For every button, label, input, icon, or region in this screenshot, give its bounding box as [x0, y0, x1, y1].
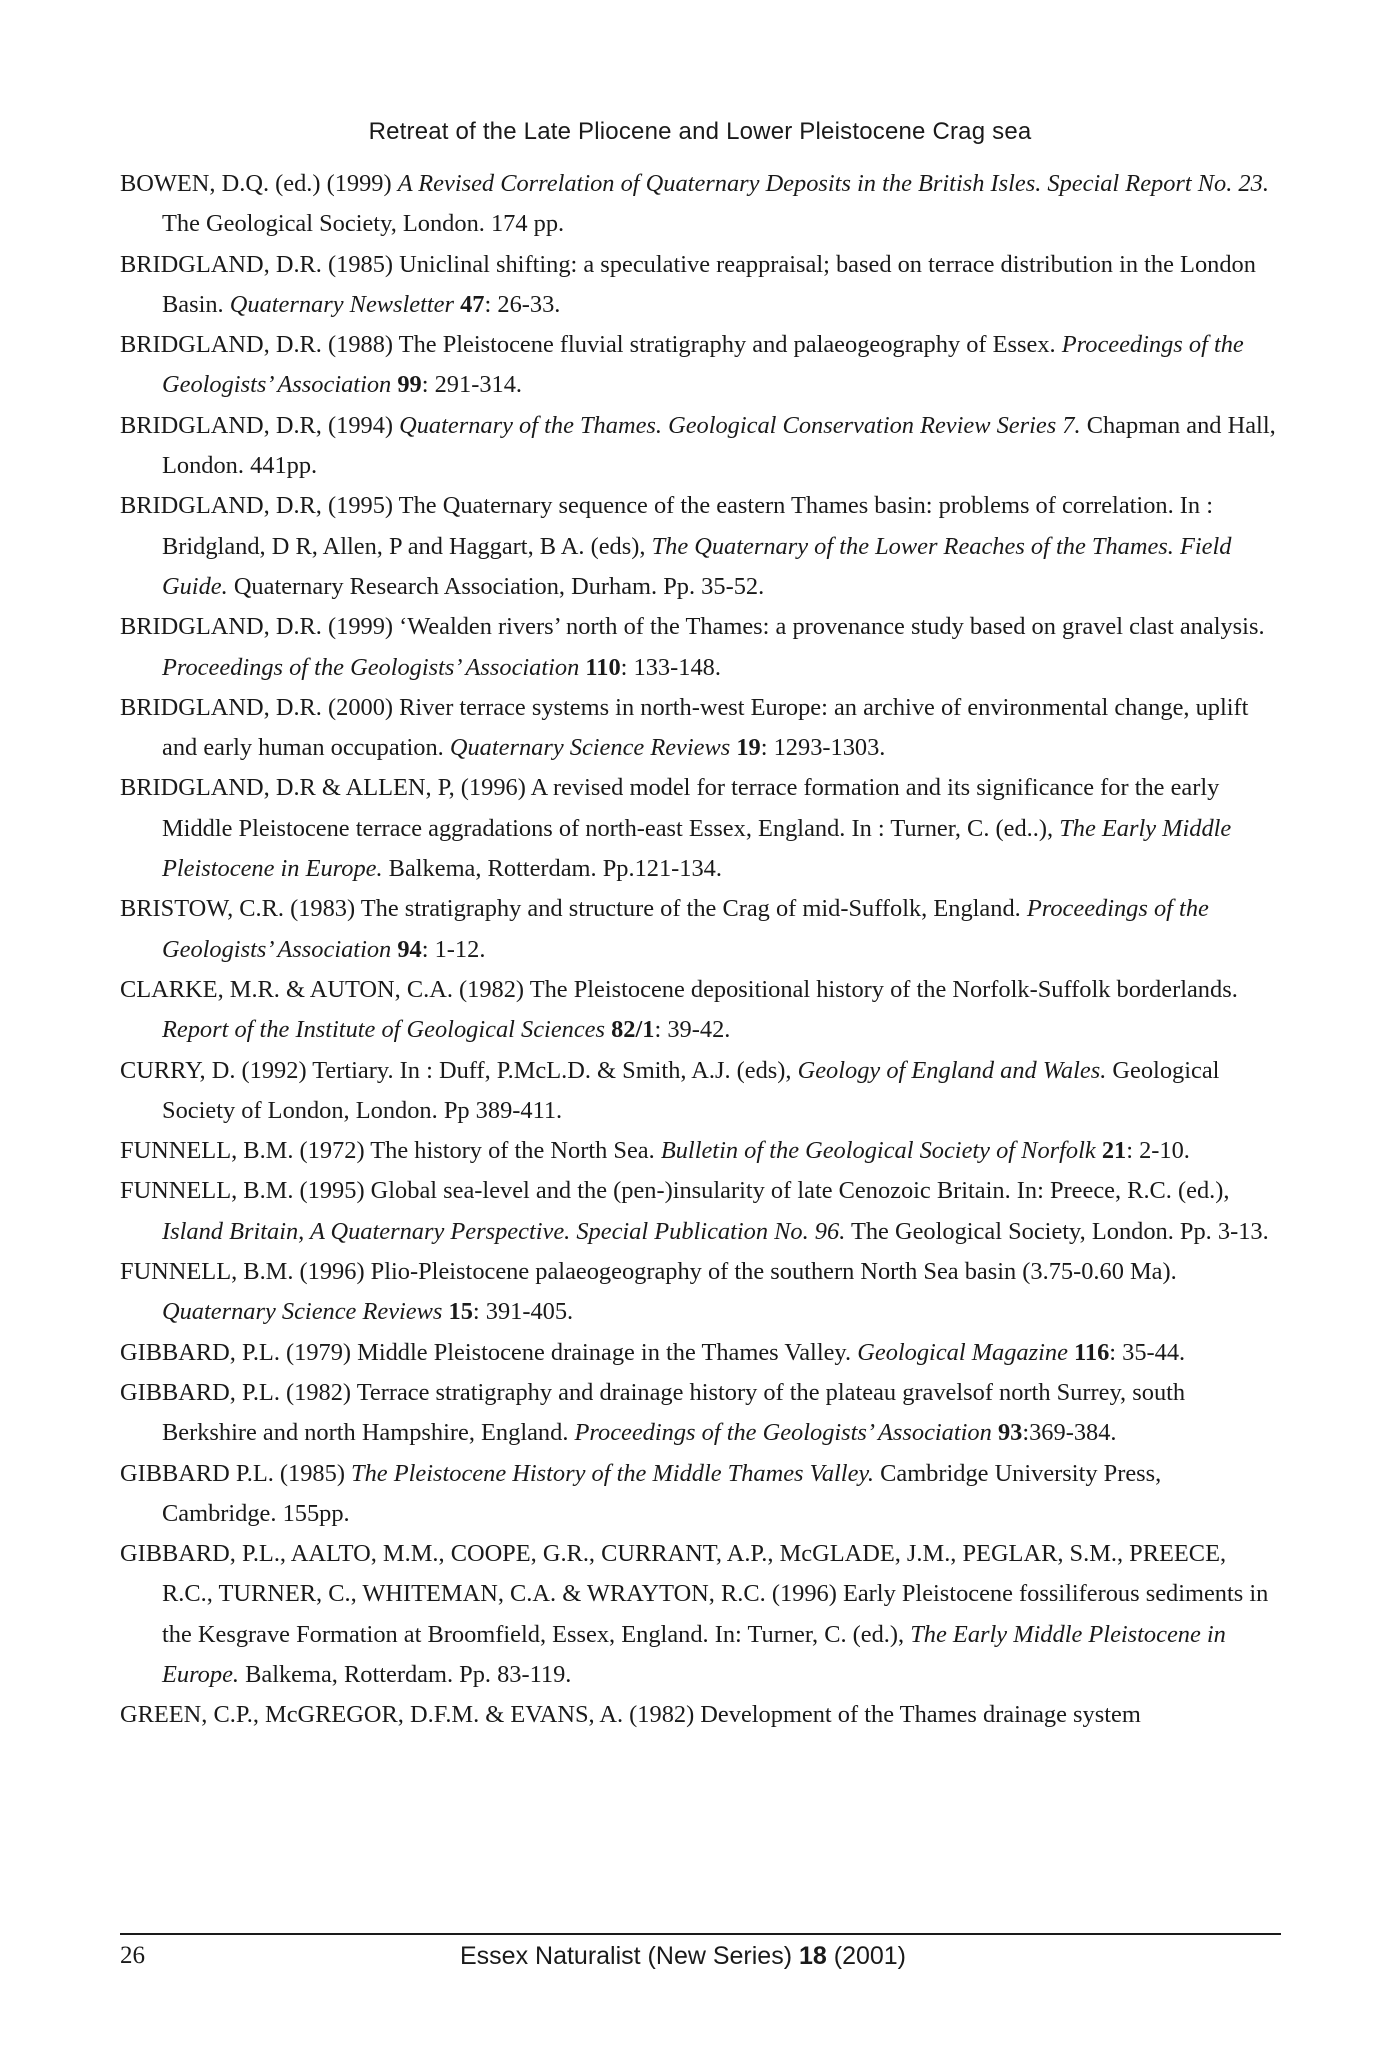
reference-entry [120, 1695, 1280, 1735]
journal-year: (2001) [826, 1942, 907, 1970]
reference-volume-bold: 82/1 [611, 1016, 655, 1044]
reference-title-italic: Quaternary Science Reviews [162, 1298, 443, 1326]
reference-entry [120, 1373, 1280, 1454]
reference-volume-bold: 94 [397, 935, 422, 963]
reference-text: GIBBARD, P.L., AALTO, M.M., COOPE, G.R., CURRANT, A.P., McGLADE, J.M., PEGLAR, S.M., PREECE, R.C., TURNER, C., WHITEMAN, C.A. & WRAYTON, R.C. (1996) Early Pleistocene fossiliferous sediments in the Kesgrave Formation at Broomfield, Essex, England. In: Turner, C. (ed.), [120, 1540, 1269, 1648]
reference-text: : 2-10. [1126, 1137, 1190, 1165]
reference-entry [120, 889, 1280, 970]
reference-volume-bold: 21 [1101, 1137, 1127, 1165]
reference-list [120, 164, 1280, 1736]
reference-entry [120, 406, 1280, 487]
reference-title-italic: Geological Magazine [857, 1338, 1068, 1366]
reference-title-italic: Quaternary Science Reviews [449, 734, 731, 762]
reference-entry [120, 1131, 1280, 1171]
reference-entry [120, 1051, 1280, 1132]
reference-volume-bold: 19 [736, 734, 761, 762]
journal-volume: 18 [798, 1942, 827, 1970]
reference-title-italic: Proceedings of the Geologists’ Association [162, 331, 1244, 399]
reference-text: Chapman and Hall, London. 441pp. [162, 411, 1276, 480]
reference-entry [120, 486, 1280, 607]
reference-title-italic: Quaternary of the Thames. Geological Conservation Review Series 7. [399, 411, 1081, 439]
reference-entry [120, 768, 1280, 889]
reference-volume-bold: 116 [1074, 1338, 1110, 1366]
reference-text: : 26-33. [484, 290, 561, 318]
reference-text: Cambridge University Press, Cambridge. 155pp. [162, 1459, 1162, 1527]
reference-text: CLARKE, M.R. & AUTON, C.A. (1982) The Pleistocene depositional history of the Norfolk-Suffolk borderlands. [120, 975, 1238, 1003]
reference-volume-bold: 15 [448, 1298, 473, 1326]
reference-text: Quaternary Research Association, Durham. Pp. 35-52. [227, 572, 765, 600]
reference-entry [120, 325, 1280, 406]
reference-title-italic: The Pleistocene History of the Middle Thames Valley. [351, 1459, 874, 1487]
reference-entry [120, 607, 1280, 688]
reference-title-italic: The Early Middle Pleistocene in Europe. [162, 814, 1232, 883]
reference-text: The Geological Society, London. Pp. 3-13. [845, 1217, 1269, 1245]
reference-text: GIBBARD, P.L. (1982) Terrace stratigraphy and drainage history of the plateau gravelsof north Surrey, south Berkshire and north Hampshire, England. [120, 1378, 1186, 1447]
reference-entry [120, 1252, 1280, 1333]
reference-text: : 391-405. [472, 1298, 574, 1326]
reference-entry [120, 970, 1280, 1051]
reference-entry [120, 164, 1280, 245]
reference-text: BRISTOW, C.R. (1983) The stratigraphy and structure of the Crag of mid-Suffolk, England. [120, 895, 1027, 923]
reference-text: BRIDGLAND, D.R. (2000) River terrace systems in north-west Europe: an archive of environmental change, uplift and early human occupation. [120, 693, 1249, 762]
reference-volume-bold: 93 [997, 1419, 1023, 1447]
reference-text: BRIDGLAND, D.R. (1985) Uniclinal shifting: a speculative reappraisal; based on terrace distribution in the London Basin. [120, 250, 1256, 318]
reference-entry [120, 1333, 1280, 1373]
reference-entry [120, 1171, 1280, 1252]
reference-text: BOWEN, D.Q. (ed.) (1999) [120, 170, 398, 197]
reference-text: BRIDGLAND, D.R, (1995) The Quaternary sequence of the eastern Thames basin: problems of correlation. In : Bridgland, D R, Allen, P and Haggart, B A. (eds), [120, 492, 1213, 560]
reference-text: The Geological Society, London. 174 pp. [162, 210, 565, 238]
reference-text: CURRY, D. (1992) Tertiary. In : Duff, P.McL.D. & Smith, A.J. (eds), [120, 1056, 798, 1084]
reference-text: : 133-148. [620, 653, 721, 681]
reference-title-italic: Island Britain, A Quaternary Perspective. Special Publication No. 96. [162, 1217, 846, 1245]
reference-text: GREEN, C.P., McGREGOR, D.F.M. & EVANS, A. (1982) Development of the Thames drainage system [120, 1701, 1141, 1729]
reference-volume-bold: 99 [397, 371, 422, 399]
reference-entry [120, 688, 1280, 769]
reference-title-italic: A Revised Correlation of Quaternary Deposits in the British Isles. Special Report No. 23. [397, 170, 1269, 197]
reference-text: GIBBARD P.L. (1985) [120, 1459, 352, 1487]
running-head-title: Retreat of the Late Pliocene and Lower Pleistocene Crag sea [368, 118, 1032, 145]
reference-title-italic: Proceedings of the Geologists’ Association [162, 895, 1209, 963]
reference-volume-bold: 110 [585, 653, 621, 681]
reference-text: : 291-314. [421, 371, 523, 399]
reference-text: BRIDGLAND, D.R. (1999) ‘Wealden rivers’ north of the Thames: a provenance study based on gravel clast analysis. [120, 613, 1265, 641]
reference-text: FUNNELL, B.M. (1996) Plio-Pleistocene palaeogeography of the southern North Sea basin (3.75-0.60 Ma). [120, 1258, 1177, 1286]
reference-text: BRIDGLAND, D.R. (1988) The Pleistocene fluvial stratigraphy and palaeogeography of Essex. [120, 331, 1062, 359]
reference-text: BRIDGLAND, D.R & ALLEN, P, (1996) A revised model for terrace formation and its significance for the early Middle Pleistocene terrace aggradations of north-east Essex, England. In : Turner, C. (ed..), [120, 774, 1220, 842]
footer-rule [120, 1933, 1281, 1935]
reference-title-italic: Bulletin of the Geological Society of Norfolk [660, 1137, 1096, 1165]
reference-text: : 1293-1303. [760, 734, 886, 762]
reference-text: FUNNELL, B.M. (1972) The history of the North Sea. [120, 1137, 661, 1165]
reference-text: GIBBARD, P.L. (1979) Middle Pleistocene drainage in the Thames Valley. [120, 1338, 858, 1366]
reference-text: BRIDGLAND, D.R, (1994) [120, 411, 400, 439]
reference-text: FUNNELL, B.M. (1995) Global sea-level and the (pen-)insularity of late Cenozoic Britain. In: Preece, R.C. (ed.), [120, 1177, 1230, 1205]
reference-entry [120, 245, 1280, 326]
reference-text: Geological Society of London, London. Pp 389-411. [162, 1056, 1220, 1124]
reference-title-italic: Proceedings of the Geologists’ Association [574, 1419, 992, 1447]
reference-title-italic: Report of the Institute of Geological Sciences [162, 1016, 605, 1044]
reference-text: :369-384. [1022, 1419, 1117, 1447]
reference-volume-bold: 47 [460, 290, 485, 318]
reference-entry [120, 1454, 1280, 1535]
reference-title-italic: Geology of England and Wales. [797, 1056, 1107, 1084]
journal-name: Essex Naturalist (New Series) [460, 1942, 799, 1970]
reference-text: : 39-42. [654, 1016, 731, 1044]
reference-text: : 1-12. [421, 935, 486, 963]
page-number: 26 [120, 1942, 145, 1969]
reference-text: : 35-44. [1109, 1338, 1186, 1366]
journal-citation [460, 1942, 906, 1971]
reference-text: Balkema, Rotterdam. Pp. 83-119. [239, 1660, 572, 1688]
reference-entry [120, 1534, 1280, 1695]
reference-text: Balkema, Rotterdam. Pp.121-134. [382, 855, 722, 883]
reference-title-italic: The Early Middle Pleistocene in Europe. [162, 1620, 1226, 1688]
reference-title-italic: The Quaternary of the Lower Reaches of the Thames. Field Guide. [162, 532, 1232, 600]
reference-title-italic: Proceedings of the Geologists’ Association [162, 653, 580, 681]
reference-title-italic: Quaternary Newsletter [229, 290, 454, 318]
